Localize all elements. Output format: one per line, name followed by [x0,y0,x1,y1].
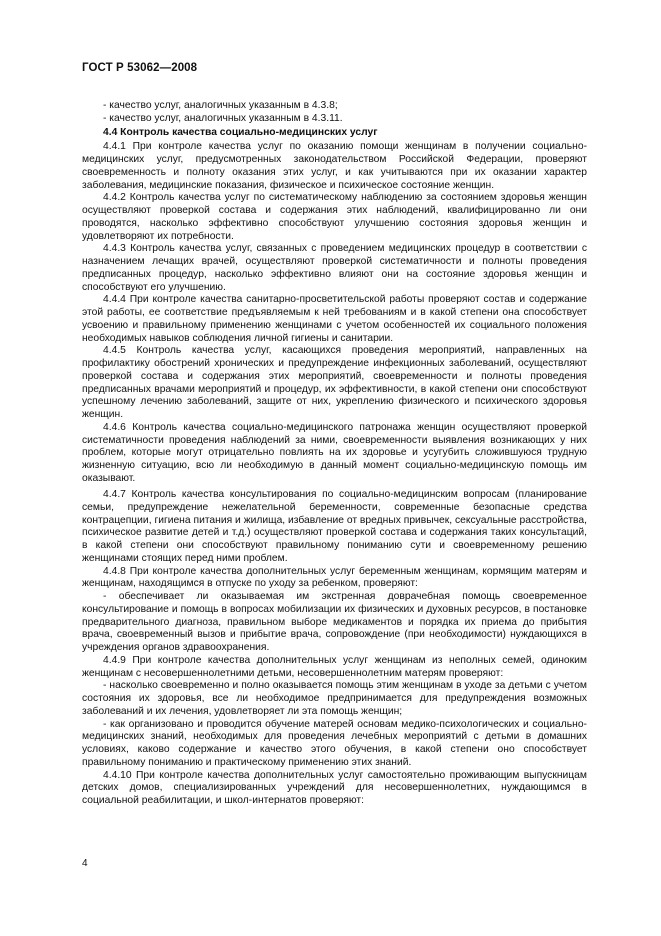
paragraph-4-4-3: 4.4.3 Контроль качества услуг, связанных с проведением медицинских процедур в соответствии с назначением лечащих врачей, осуществляют проверкой систематичности и полноты проведения предписанных процедур, насколько эффективно влияют они на состояние здоровья женщин и способствуют его улучшению. [82,243,587,293]
paragraph-4-4-6: 4.4.6 Контроль качества социально-медицинского патронажа женщин осуществляют проверкой систематичности проведения наблюдений за ними, своевременности выявления возникающих у них проблем, которые могут отрицательно повлиять на их здоровье и усугубить сложившуюся трудную жизненную ситуацию, всю ли необходимую в данный момент социально-медицинскую помощь им оказывают. [82,421,587,484]
paragraph-4-4-1: 4.4.1 При контроле качества услуг по оказанию помощи женщинам в получении социально-медицинских услуг, предусмотренных законодательством Российской Федерации, проверяют своевременность и полноту оказания этих услуг, и как учитываются при их оказании характер заболевания, медицинские показания, физическое и психическое состояние женщин. [82,141,587,191]
list-item-4-4-9-b: - как организовано и проводится обучение матерей основам медико-психологических и социально-медицинских знаний, необходимых для проведения лечебных мероприятий с детьми в домашних условиях, каково содержание и качество этого обучения, в какой степени оно способствует правильному пониманию и практическому применению этих знаний. [82,718,587,768]
paragraph-4-4-10: 4.4.10 При контроле качества дополнительных услуг самостоятельно проживающим выпускницам детских домов, специализированных учреждений для несовершеннолетних, нуждающимся в социальной реабилитации, и школ-интернатов проверяют: [82,769,587,806]
paragraph-4-4-9: 4.4.9 При контроле качества дополнительных услуг женщинам из неполных семей, одиноким женщинам с несовершеннолетними детьми, несовершеннолетним матерям проверяют: [82,654,587,679]
document-body [82,100,587,808]
list-item-4-3-8: - качество услуг, аналогичных указанным в 4.3.8; [103,100,338,111]
page-number: 4 [82,858,88,869]
section-heading-4-4: 4.4 Контроль качества социально-медицинских услуг [103,126,378,138]
paragraph-4-4-8: 4.4.8 При контроле качества дополнительных услуг беременным женщинам, кормящим матерям и женщинам, находящимся в отпуске по уходу за ребенком, проверяют: [82,565,587,590]
paragraph-4-4-2: 4.4.2 Контроль качества услуг по систематическому наблюдению за состоянием здоровья женщин осуществляют проверкой состава и содержания этих наблюдений, квалифицированно ли они проводятся, насколько эффективно способствуют улучшению состояния здоровья женщин и удовлетворяют их потребности. [82,192,587,242]
paragraph-4-4-5: 4.4.5 Контроль качества услуг, касающихся проведения мероприятий, направленных на профилактику обострений хронических и предупреждение инфекционных заболеваний, осуществляют проверкой состава и содержания этих мероприятий, своевременности и полноты проведения предписанных врачами мероприятий и процедур, их эффективности, в какой степени они способствуют успешному лечению заболеваний, защите от них, укреплению физического и психического здоровья женщин. [82,345,587,420]
paragraph-4-4-4: 4.4.4 При контроле качества санитарно-просветительской работы проверяют состав и содержание этой работы, ее соответствие предъявляемым к ней требованиям и в какой степени она способствует усвоению и правильному применению женщинами с учетом особенностей их социального положения необходимых навыков соблюдения личной гигиены и санитарии. [82,294,587,344]
standard-header: ГОСТ Р 53062—2008 [82,62,198,74]
paragraph-4-4-7: 4.4.7 Контроль качества консультирования по социально-медицинским вопросам (планирование семьи, предупреждение нежелательной беременности, современные безопасные средства контрацепции, гигиена питания и жилища, избавление от вредных привычек, сексуальные расстройства, психическое развитие детей и т.д.) осуществляют проверкой состава и содержания таких консультаций, в какой степени они способствуют правильному пониманию сути и своевременному решению женщинами стоящих перед ними проблем. [82,489,587,564]
list-item-4-4-8-a: - обеспечивает ли оказываемая им экстренная доврачебная помощь своевременное консультирование и помощь в вопросах мобилизации их физических и духовных ресурсов, в постановке предварительного диагноза, правильном выборе медикаментов и порядка их приема до прибытия врача, своевременный вызов и прибытие врача, сопровождение (при необходимости) нуждающихся в учреждения органов здравоохранения. [82,591,587,653]
list-item-4-4-9-a: - насколько своевременно и полно оказывается помощь этим женщинам в уходе за детьми с учетом состояния их здоровья, все ли необходимое предпринимается для предупреждения возможных заболеваний и их лечения, удовлетворяет ли эта помощь женщин; [82,680,587,717]
list-item-4-3-11: - качество услуг, аналогичных указанным в 4.3.11. [103,112,343,124]
